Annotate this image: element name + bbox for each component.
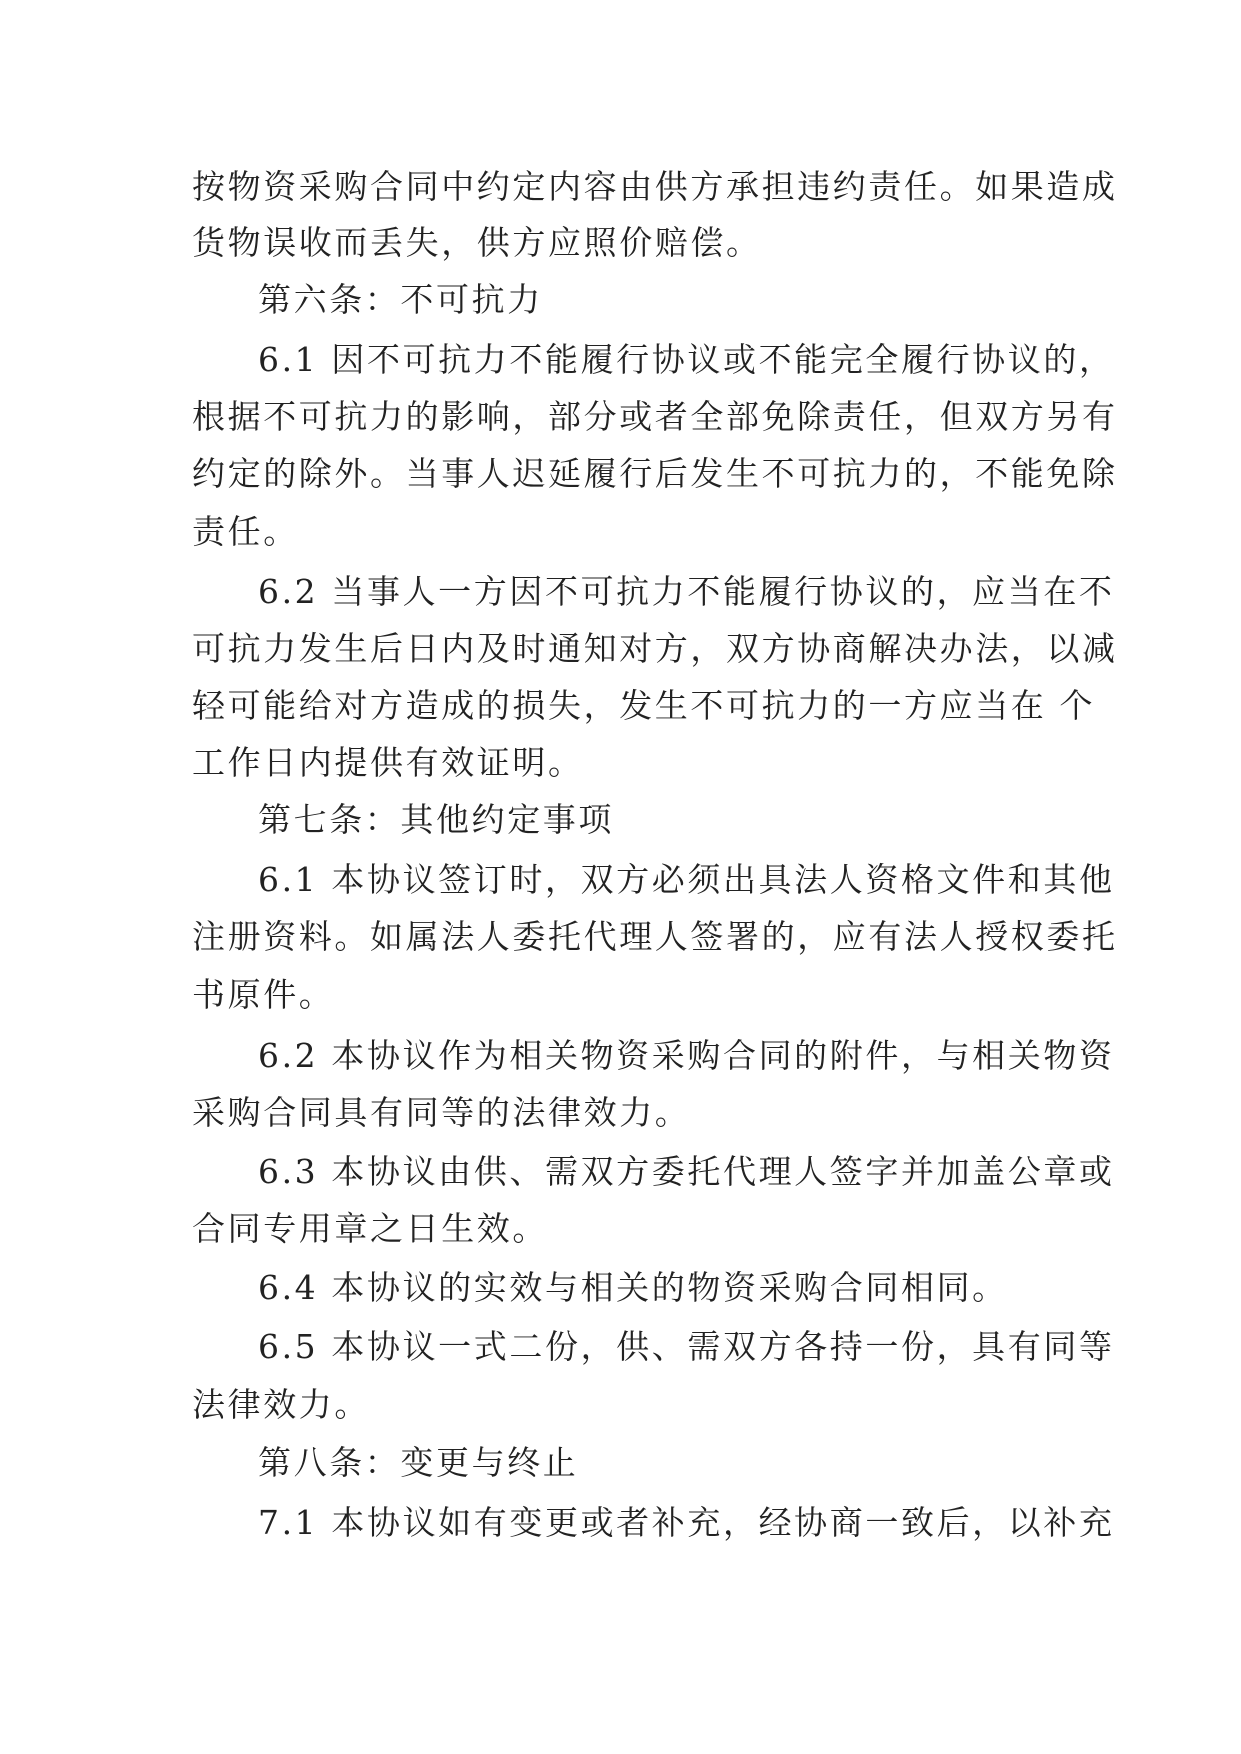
text-line: 根据不可抗力的影响，部分或者全部免除责任，但双方另有 — [192, 397, 1118, 436]
text-line: 法律效力。 — [192, 1385, 370, 1424]
section-heading-7: 第七条：其他约定事项 — [258, 800, 614, 839]
text-line: 按物资采购合同中约定内容由供方承担违约责任。如果造成 — [192, 167, 1118, 206]
text-line: 合同专用章之日生效。 — [192, 1209, 548, 1248]
text-line: 轻可能给对方造成的损失，发生不可抗力的一方应当在 个 — [192, 686, 1096, 725]
text-line: 责任。 — [192, 512, 299, 551]
text-line: 采购合同具有同等的法律效力。 — [192, 1093, 691, 1132]
clause-7-1: 7.1 本协议如有变更或者补充，经协商一致后，以补充 — [258, 1503, 1115, 1542]
clause-6-5: 6.5 本协议一式二份，供、需双方各持一份，具有同等 — [258, 1327, 1115, 1366]
section-heading-8: 第八条：变更与终止 — [258, 1443, 579, 1482]
clause-6-2-b: 6.2 本协议作为相关物资采购合同的附件，与相关物资 — [258, 1036, 1115, 1075]
text-line: 货物误收而丢失，供方应照价赔偿。 — [192, 223, 762, 262]
text-line: 注册资料。如属法人委托代理人签署的，应有法人授权委托 — [192, 917, 1118, 956]
text-line: 书原件。 — [192, 975, 335, 1014]
text-line: 工作日内提供有效证明。 — [192, 743, 584, 782]
clause-6-4: 6.4 本协议的实效与相关的物资采购合同相同。 — [258, 1268, 1008, 1307]
clause-6-1: 6.1 因不可抗力不能履行协议或不能完全履行协议的， — [258, 340, 1115, 379]
clause-6-2: 6.2 当事人一方因不可抗力不能履行协议的，应当在不 — [258, 572, 1115, 611]
text-line: 可抗力发生后日内及时通知对方，双方协商解决办法，以减 — [192, 629, 1118, 668]
section-heading-6: 第六条：不可抗力 — [258, 280, 543, 319]
text-line: 约定的除外。当事人迟延履行后发生不可抗力的，不能免除 — [192, 454, 1118, 493]
clause-6-1-b: 6.1 本协议签订时，双方必须出具法人资格文件和其他 — [258, 860, 1115, 899]
clause-6-3: 6.3 本协议由供、需双方委托代理人签字并加盖公章或 — [258, 1152, 1115, 1191]
